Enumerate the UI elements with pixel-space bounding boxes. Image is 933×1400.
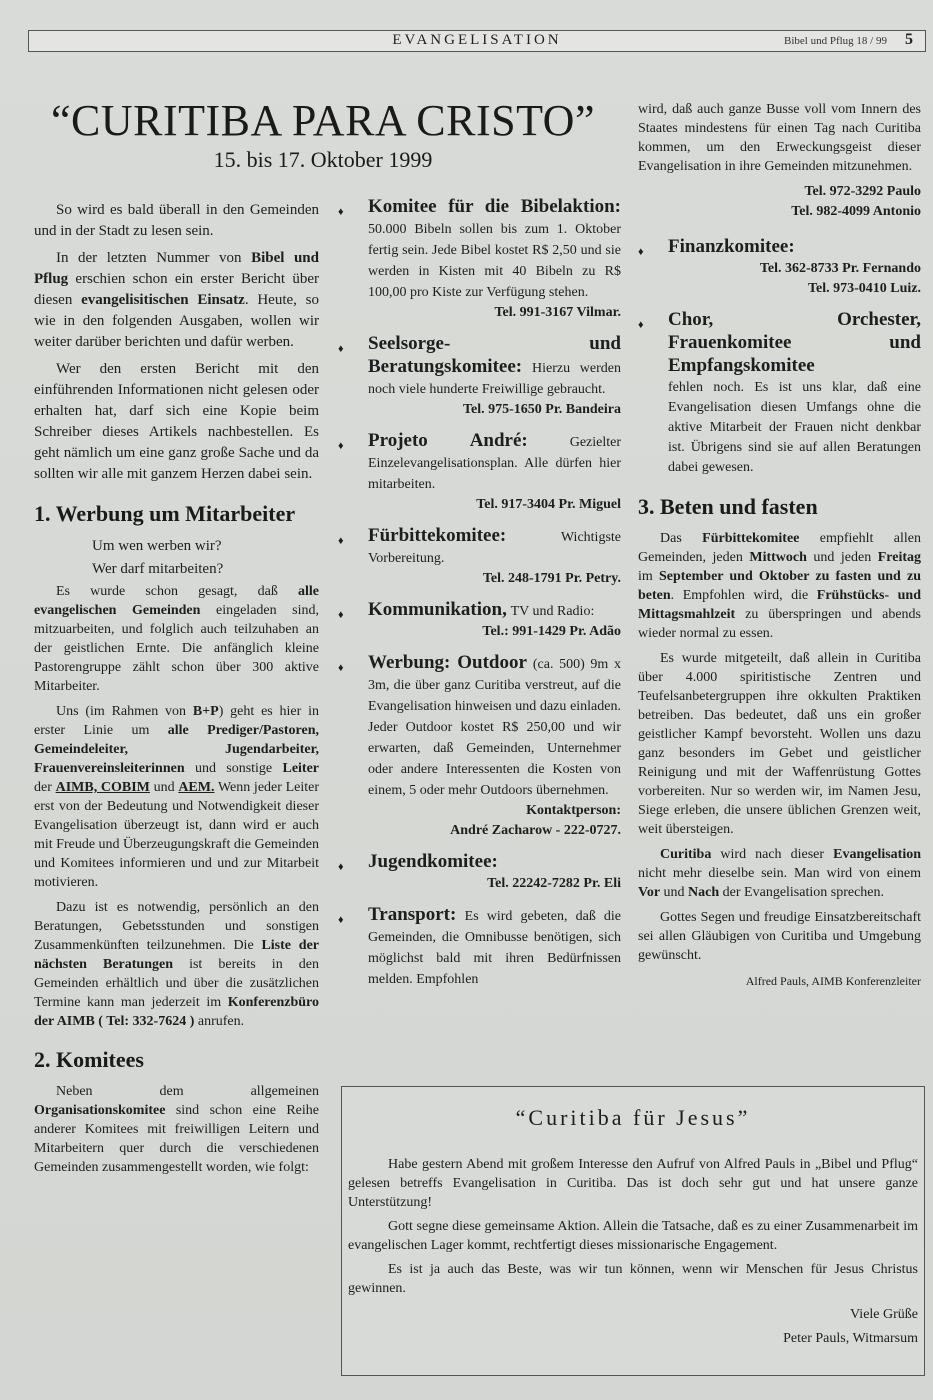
column-1 xyxy=(34,200,319,1183)
article-dates: 15. bis 17. Oktober 1999 xyxy=(213,147,433,172)
paragraph: Das Fürbittekomitee empfiehlt allen Gemeinden, jeden Mittwoch und jeden Freitag im September und Oktober zu fasten und zu beten. Empfohlen wird, die Frühstücks- und Mittagsmahlzeit zu überspringen und abends wieder normal zu essen. xyxy=(638,531,922,641)
committee-item: ♦ Chor, Orchester, Frauenkomitee und Empfangskomitee fehlen noch. Es ist uns klar, daß eine Evangelisation diesen Umfangs ohne die aktive Mitarbeit der Frauen nicht denkbar ist. Übrigens sind sie auf allen Beratungen dabei gewesen. xyxy=(638,309,921,475)
paragraph: Uns (im Rahmen von B+P) geht es hier in erster Linie um alle Prediger/Pastoren, Gemeindeleiter, Jugendarbeiter, Frauenvereinsleiterinnen und sonstige Leiter der AIMB, COBIM und AEM. Wenn jeder Leiter erst von der Bedeutung und Notwendigkeit dieser Evangelisation überzeugt ist, dann wird er auch mit Freude und Überzeugungskraft die Gemeinden und Komitees informieren und und zur Mitarbeit motivieren. xyxy=(34,704,320,890)
paragraph: Es wurde schon gesagt, daß alle evangelischen Gemeinden eingeladen sind, mitzuarbeiten, und folglich auch teilzuhaben an der geistlichen Ernte. Die anfänglich kleine Pastorengruppe zählt schon über 300 aktive Mitarbeiter. xyxy=(34,584,319,694)
diamond-bullet-icon: ♦ xyxy=(338,914,344,926)
paragraph: Curitiba wird nach dieser Evangelisation nicht mehr dieselbe sein. Man wird von einem Vor und Nach der Evangelisation sprechen. xyxy=(638,847,922,900)
section-heading: 3. Beten und fasten xyxy=(638,494,818,519)
section-heading: 2. Komitees xyxy=(34,1047,144,1072)
committee-item: ♦ Seelsorge- und Beratungskomitee: Hierzu werden noch viele hunderte Freiwillige gebraucht. Tel. 975-1650 Pr. Bandeira xyxy=(338,333,622,417)
section-heading: 1. Werbung um Mitarbeiter xyxy=(34,501,296,526)
question: Um wen werben wir? xyxy=(92,538,222,554)
paragraph: So wird es bald überall in den Gemeinden und in der Stadt zu lesen sein. xyxy=(34,202,319,239)
letter-title: “Curitiba für Jesus” xyxy=(515,1105,751,1130)
paragraph: Dazu ist es notwendig, persönlich an den Beratungen, Gebetsstunden und sonstigen Zusammenkünften teilzunehmen. Die Liste der nächsten Beratungen ist bereits in den Gemeinden erhältlich und über die zusätzlichen Termine kann man jederzeit im Konferenzbüro der AIMB ( Tel: 332-7624 ) anrufen. xyxy=(34,900,320,1029)
paragraph: wird, daß auch ganze Busse voll vom Innern des Staates mindestens für einen Tag nach Curitiba kommen, um den Erweckungsgeist dieser Evangelisation in ihre Gemeinden mitzunehmen. xyxy=(638,102,921,174)
question: Wer darf mitarbeiten? xyxy=(92,561,224,577)
letter-body xyxy=(348,1155,918,1351)
phone-line: Tel. 972-3292 Paulo xyxy=(804,184,921,199)
committee-item: ♦ Werbung: Outdoor (ca. 500) 9m x 3m, die über ganz Curitiba verstreut, auf die Evangelisation hinweisen und dazu einladen. Jeder Outdoor kostet R$ 250,00 und wir erwarten, daß Gemeinden, Unternehmer oder andere Interessenten die Kosten von einem, 5 oder mehr Outdoors übernehmen. Kontaktperson: André Zacharow - 222-0727. xyxy=(338,652,621,838)
issue-label: Bibel und Pflug 18 / 99 xyxy=(784,35,887,47)
diamond-bullet-icon: ♦ xyxy=(638,319,644,331)
diamond-bullet-icon: ♦ xyxy=(338,861,344,873)
committee-item: ♦ Fürbittekomitee: Wichtigste Vorbereitung. Tel. 248-1791 Pr. Petry. xyxy=(338,525,621,586)
paragraph: Habe gestern Abend mit großem Interesse den Aufruf von Alfred Pauls in „Bibel und Pflug“ gelesen betreffs Evangelisation in Curitiba. Das ist doch sehr gut und hat unsere ganze Unterstützung! xyxy=(348,1157,918,1210)
committee-item: ♦ Transport: Es wird gebeten, daß die Gemeinden, die Omnibusse benötigen, sich möglichst bald mit ihren Bedürfnissen melden. Empfohlen xyxy=(338,904,622,987)
section-title: EVANGELISATION xyxy=(392,32,562,48)
phone-line: Tel. 982-4099 Antonio xyxy=(791,204,921,219)
letter-greeting: Viele Grüße xyxy=(850,1307,918,1322)
paragraph: Es ist ja auch das Beste, was wir tun können, wenn wir Menschen für Jesus Christus gewinnen. xyxy=(348,1262,918,1296)
paragraph: Gott segne diese gemeinsame Aktion. Allein die Tatsache, daß es zu einer Zusammenarbeit im evangelischen Lager kommt, rechtfertigt dieses missionarische Engagement. xyxy=(348,1219,918,1253)
committee-item: ♦ Kommunikation, TV und Radio: Tel.: 991-1429 Pr. Adão xyxy=(338,599,621,639)
paragraph: Gottes Segen und freudige Einsatzbereitschaft sei allen Gläubigen von Curitiba und Umgebung gewünscht. xyxy=(638,910,921,963)
column-2 xyxy=(338,196,621,1000)
diamond-bullet-icon: ♦ xyxy=(338,535,344,547)
committee-item: ♦ Komitee für die Bibelaktion: 50.000 Bibeln sollen bis zum 1. Oktober fertig sein. Jede Bibel kostet R$ 2,50 und sie werden in Kisten mit 40 Bibeln zu R$ 100,00 pro Kiste zur Verfügung stehen. Tel. 991-3167 Vilmar. xyxy=(338,196,621,320)
paragraph: Wer den ersten Bericht mit den einführenden Informationen nicht gelesen oder erhalten hat, darf sich eine Kopie beim Schreiber dieses Artikels nachbestellen. Es geht nämlich um eine ganz große Sache und da sollten wir alle mit ganzem Herzen dabei sein. xyxy=(34,361,319,482)
diamond-bullet-icon: ♦ xyxy=(338,206,344,218)
diamond-bullet-icon: ♦ xyxy=(338,440,344,452)
committee-item: ♦ Projeto André: Gezielter Einzelevangelisationsplan. Alle dürfen hier mitarbeiten. Tel. 917-3404 Pr. Miguel xyxy=(338,430,621,512)
article-headline: “CURITIBA PARA CRISTO” xyxy=(51,96,595,145)
paragraph: In der letzten Nummer von Bibel und Pflug erschien schon ein erster Bericht über diesen evangelisitischen Einsatz. Heute, so wie in den folgenden Ausgaben, wollen wir weiter darüber berichten und dafür werben. xyxy=(34,250,319,350)
column-3 xyxy=(638,100,921,992)
diamond-bullet-icon: ♦ xyxy=(338,343,344,355)
author-credit: Alfred Pauls, AIMB Konferenzleiter xyxy=(745,974,921,988)
committee-item: ♦ Jugendkomitee: Tel. 22242-7282 Pr. Eli xyxy=(338,851,621,891)
committee-item: ♦ Finanzkomitee: Tel. 362-8733 Pr. Fernando Tel. 973-0410 Luiz. xyxy=(638,236,921,296)
diamond-bullet-icon: ♦ xyxy=(338,662,344,674)
page-number: 5 xyxy=(905,31,913,48)
page-header xyxy=(28,30,926,52)
diamond-bullet-icon: ♦ xyxy=(638,246,644,258)
letter-box xyxy=(341,1086,925,1376)
letter-signature: Peter Pauls, Witmarsum xyxy=(783,1331,918,1346)
paragraph: Es wurde mitgeteilt, daß allein in Curitiba über 4.000 spiritistische Zentren und Teufelsanbetergruppen ihre okkulten Praktiken betreiben. Das bedeutet, daß uns ein großer geistlicher Kampf bevorsteht. Wollen uns dazu ganz besonders im Gebet und geistlicher Reinigung und mit der Waffenrüstung Gottes vorbereiten. Nur so werden wir, im Namen Jesu, Siege erleben, die unsere üblichen Grenzen weit, weit übersteigen. xyxy=(638,651,921,837)
paragraph: Neben dem allgemeinen Organisationskomitee sind schon eine Reihe anderer Komitees mit freiwilligen Leitern und Mitarbeitern quer durch die verschiedenen Gemeinden zusammengestellt worden, wie folgt: xyxy=(34,1084,319,1175)
diamond-bullet-icon: ♦ xyxy=(338,609,344,621)
